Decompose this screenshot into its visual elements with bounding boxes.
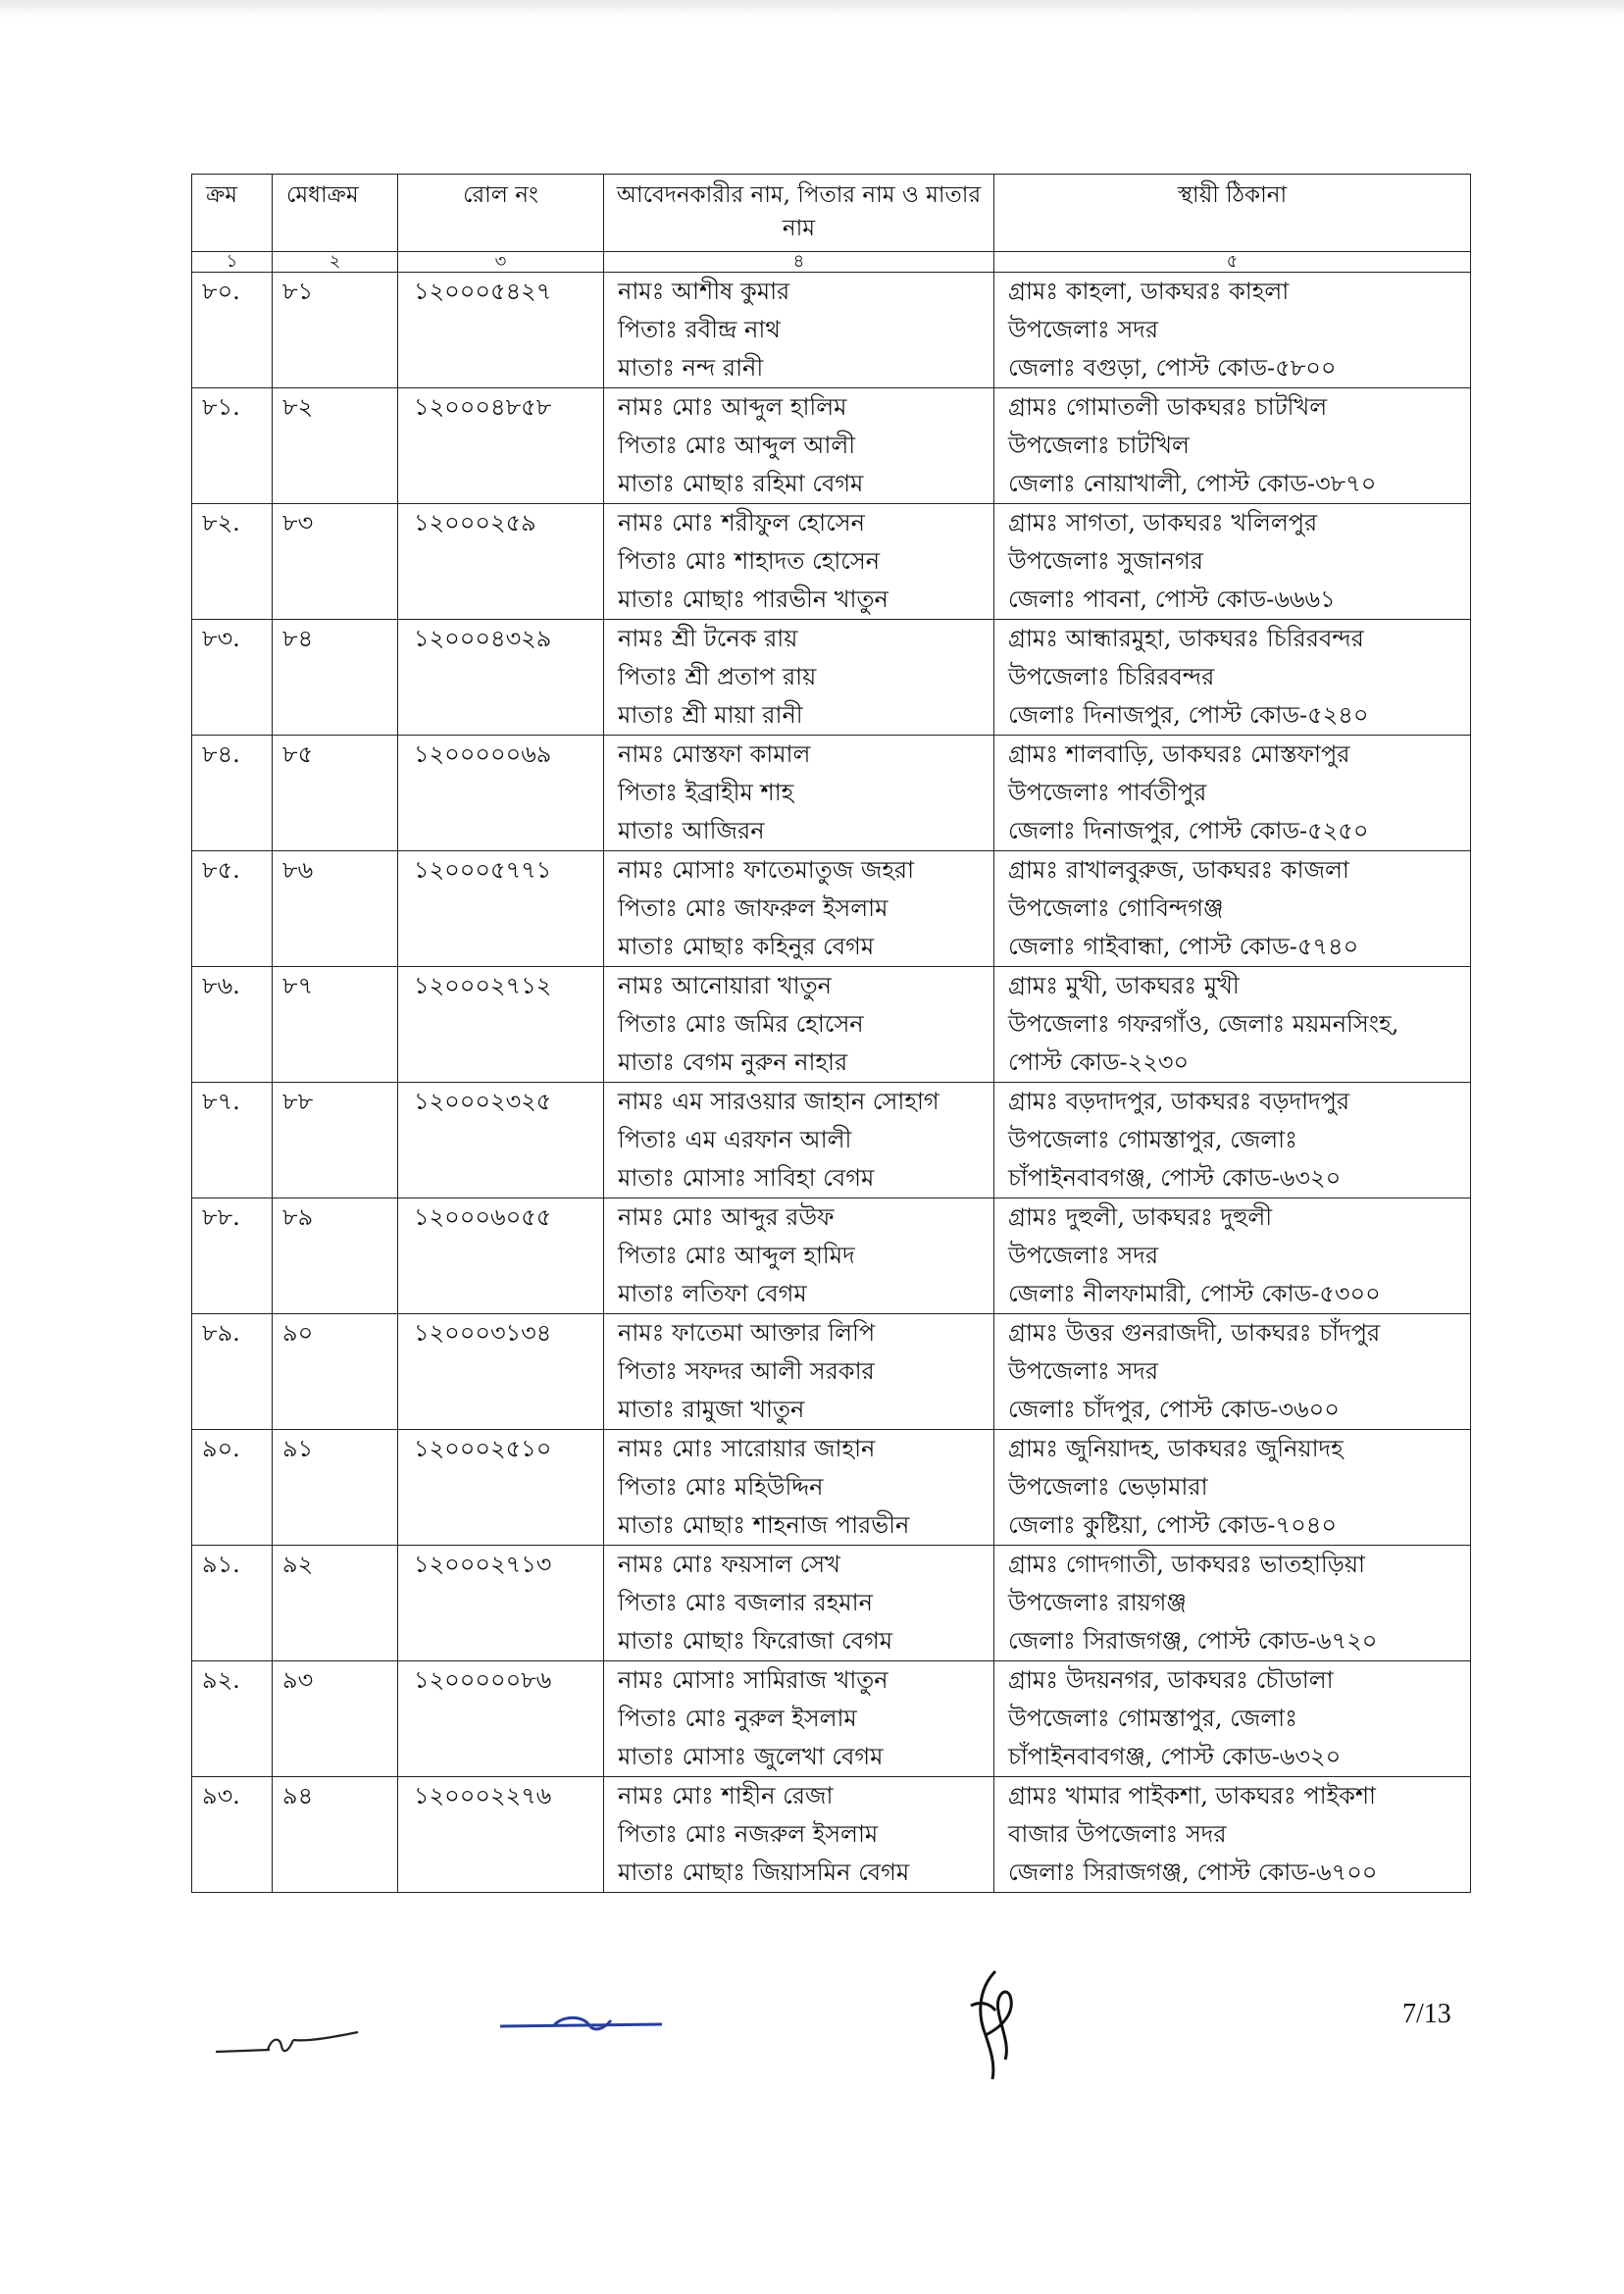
address-cell-addr2-text: উপজেলাঃ সদর — [1008, 316, 1159, 343]
applicant-cell-mother-text: মাতাঃ মোসাঃ জুলেখা বেগম — [618, 1743, 884, 1770]
address-cell-addr3-text: জেলাঃ দিনাজপুর, পোস্ট কোড-৫২৪০ — [1008, 701, 1369, 729]
merit-cell-merit-text: ৯৪ — [282, 1782, 314, 1810]
applicant-cell-father-text: পিতাঃ মোঃ আব্দুল হামিদ — [618, 1242, 855, 1269]
page-number: 7/13 — [1402, 1999, 1451, 2029]
table-row — [192, 1546, 1471, 1661]
applicant-cell — [604, 1198, 994, 1314]
address-cell-addr2-text: উপজেলাঃ রায়গঞ্জ — [1008, 1589, 1187, 1616]
address-cell-addr3-text: জেলাঃ বগুড়া, পোস্ট কোড-৫৮০০ — [1008, 354, 1337, 382]
table-row — [192, 504, 1471, 620]
serial-cell — [192, 1314, 273, 1430]
applicant-cell — [604, 851, 994, 967]
applicant-cell — [604, 736, 994, 851]
serial-cell-serial-text: ৮৯. — [202, 1319, 240, 1347]
merit-cell-merit-text: ৮৯ — [282, 1203, 314, 1231]
scan-edge — [0, 0, 1624, 18]
merit-cell — [273, 967, 398, 1083]
merit-cell-merit-text: ৯৩ — [282, 1666, 314, 1694]
roll-cell-roll-text: ১২০০০২৭১২ — [414, 972, 552, 999]
roll-cell-roll-text: ১২০০০৬০৫৫ — [414, 1203, 552, 1231]
serial-cell — [192, 1430, 273, 1546]
address-cell — [994, 1777, 1471, 1893]
merit-cell — [273, 1777, 398, 1893]
serial-cell-serial-text: ৯০. — [202, 1435, 240, 1462]
address-cell-addr1-text: গ্রামঃ দুহুলী, ডাকঘরঃ দুহুলী — [1008, 1203, 1273, 1231]
address-cell-addr3-text: জেলাঃ সিরাজগঞ্জ, পোস্ট কোড-৬৭০০ — [1008, 1859, 1378, 1886]
merit-cell — [273, 851, 398, 967]
merit-cell-merit-text: ৮৫ — [282, 740, 314, 768]
address-cell-addr1-text: গ্রামঃ উত্তর গুনরাজদী, ডাকঘরঃ চাঁদপুর — [1008, 1319, 1381, 1347]
address-cell-addr3-text: জেলাঃ নোয়াখালী, পোস্ট কোড-৩৮৭০ — [1008, 470, 1377, 497]
applicant-cell-mother-text: মাতাঃ লতিফা বেগম — [618, 1280, 807, 1307]
serial-cell — [192, 1661, 273, 1777]
applicant-cell-father-text: পিতাঃ মোঃ নজরুল ইসলাম — [618, 1820, 879, 1848]
roll-cell-roll-text: ১২০০০০০৬৯ — [414, 740, 552, 768]
address-cell — [994, 1314, 1471, 1430]
header-merit: মেধাক্রম — [273, 175, 398, 252]
header-serial: ক্রম — [192, 175, 273, 252]
merit-cell — [273, 1198, 398, 1314]
table-row — [192, 1777, 1471, 1893]
applicant-cell-name-text: নামঃ মোঃ শাহীন রেজা — [618, 1782, 834, 1810]
roll-cell — [398, 1777, 604, 1893]
applicant-cell-father-text: পিতাঃ শ্রী প্রতাপ রায় — [618, 663, 817, 690]
merit-cell — [273, 1546, 398, 1661]
address-cell-addr3-text: চাঁপাইনবাবগঞ্জ, পোস্ট কোড-৬৩২০ — [1008, 1743, 1342, 1770]
applicant-cell-father-text: পিতাঃ মোঃ নুরুল ইসলাম — [618, 1705, 857, 1732]
roll-cell — [398, 1661, 604, 1777]
header-name: আবেদনকারীর নাম, পিতার নাম ও মাতার নাম — [604, 175, 994, 252]
candidate-table — [191, 174, 1471, 1893]
applicant-cell-name-text: নামঃ মোসাঃ ফাতেমাতুজ জহরা — [618, 856, 915, 884]
applicant-cell-father-text: পিতাঃ রবীন্দ্র নাথ — [618, 316, 781, 343]
address-cell-addr3-text: জেলাঃ দিনাজপুর, পোস্ট কোড-৫২৫০ — [1008, 817, 1369, 844]
applicant-cell-father-text: পিতাঃ সফদর আলী সরকার — [618, 1357, 875, 1385]
roll-cell-roll-text: ১২০০০২৫১০ — [414, 1435, 552, 1462]
applicant-cell-father-text: পিতাঃ মোঃ মহিউদ্দিন — [618, 1473, 824, 1501]
merit-cell-merit-text: ৮৬ — [282, 856, 314, 884]
address-cell — [994, 1546, 1471, 1661]
merit-cell-merit-text: ৯২ — [282, 1551, 314, 1578]
roll-cell — [398, 1314, 604, 1430]
applicant-cell — [604, 1083, 994, 1198]
applicant-cell-mother-text: মাতাঃ মোছাঃ জিয়াসমিন বেগম — [618, 1859, 910, 1886]
roll-cell — [398, 620, 604, 736]
applicant-cell-name-text: নামঃ এম সারওয়ার জাহান সোহাগ — [618, 1088, 939, 1115]
address-cell-addr1-text: গ্রামঃ উদয়নগর, ডাকঘরঃ চৌডালা — [1008, 1666, 1334, 1694]
serial-cell-serial-text: ৮২. — [202, 509, 240, 536]
applicant-cell-father-text: পিতাঃ ইব্রাহীম শাহ — [618, 779, 794, 806]
roll-cell-roll-text: ১২০০০০০৮৬ — [414, 1666, 552, 1694]
applicant-cell — [604, 1546, 994, 1661]
applicant-cell — [604, 1661, 994, 1777]
serial-cell — [192, 736, 273, 851]
address-cell — [994, 1661, 1471, 1777]
roll-cell — [398, 967, 604, 1083]
applicant-cell-father-text: পিতাঃ মোঃ বজলার রহমান — [618, 1589, 873, 1616]
merit-cell-merit-text: ৮৪ — [282, 625, 314, 652]
table-row — [192, 1661, 1471, 1777]
address-cell-addr3-text: জেলাঃ চাঁদপুর, পোস্ট কোড-৩৬০০ — [1008, 1396, 1340, 1423]
applicant-cell-name-text: নামঃ মোস্তফা কামাল — [618, 740, 811, 768]
applicant-cell-mother-text: মাতাঃ মোছাঃ শাহনাজ পারভীন — [618, 1511, 910, 1539]
serial-cell — [192, 504, 273, 620]
applicant-cell — [604, 273, 994, 388]
applicant-cell-mother-text: মাতাঃ রামুজা খাতুন — [618, 1396, 805, 1423]
merit-cell-merit-text: ৮১ — [282, 278, 314, 305]
address-cell — [994, 620, 1471, 736]
applicant-cell-father-text: পিতাঃ মোঃ শাহাদত হোসেন — [618, 547, 881, 575]
roll-cell-roll-text: ১২০০০৪৮৫৮ — [414, 393, 552, 421]
address-cell-addr2-text: উপজেলাঃ পার্বতীপুর — [1008, 779, 1207, 806]
merit-cell-merit-text: ৮২ — [282, 393, 314, 421]
merit-cell — [273, 620, 398, 736]
applicant-cell-father-text: পিতাঃ মোঃ জাফরুল ইসলাম — [618, 894, 888, 922]
table-row — [192, 1314, 1471, 1430]
column-number: ৩ — [398, 252, 604, 273]
merit-cell-merit-text: ৯১ — [282, 1435, 314, 1462]
address-cell-addr1-text: গ্রামঃ মুখী, ডাকঘরঃ মুখী — [1008, 972, 1240, 999]
roll-cell-roll-text: ১২০০০২৩২৫ — [414, 1088, 552, 1115]
merit-cell — [273, 1083, 398, 1198]
applicant-cell-mother-text: মাতাঃ মোসাঃ সাবিহা বেগম — [618, 1164, 875, 1192]
address-cell-addr3-text: জেলাঃ কুষ্টিয়া, পোস্ট কোড-৭০৪০ — [1008, 1511, 1337, 1539]
applicant-cell-father-text: পিতাঃ এম এরফান আলী — [618, 1126, 852, 1153]
address-cell — [994, 388, 1471, 504]
table-row — [192, 967, 1471, 1083]
table-row — [192, 620, 1471, 736]
address-cell-addr1-text: গ্রামঃ বড়দাদপুর, ডাকঘরঃ বড়দাদপুর — [1008, 1088, 1350, 1115]
column-number: ২ — [273, 252, 398, 273]
serial-cell-serial-text: ৮৪. — [202, 740, 240, 768]
table-row — [192, 851, 1471, 967]
address-cell-addr1-text: গ্রামঃ রাখালবুরুজ, ডাকঘরঃ কাজলা — [1008, 856, 1349, 884]
header-roll: রোল নং — [398, 175, 604, 252]
applicant-cell-name-text: নামঃ মোঃ আব্দুর রউফ — [618, 1203, 835, 1231]
serial-cell-serial-text: ৮৩. — [202, 625, 240, 652]
serial-cell-serial-text: ৮৮. — [202, 1203, 240, 1231]
roll-cell — [398, 1430, 604, 1546]
address-cell-addr1-text: গ্রামঃ সাগতা, ডাকঘরঃ খলিলপুর — [1008, 509, 1318, 536]
address-cell-addr1-text: গ্রামঃ খামার পাইকশা, ডাকঘরঃ পাইকশা — [1008, 1782, 1377, 1810]
applicant-cell — [604, 504, 994, 620]
column-number: ৫ — [994, 252, 1471, 273]
applicant-cell — [604, 620, 994, 736]
signature-mark-1 — [211, 2011, 368, 2069]
signature-mark-3 — [951, 1966, 1040, 2084]
address-cell — [994, 1083, 1471, 1198]
merit-cell — [273, 1430, 398, 1546]
applicant-cell-name-text: নামঃ মোঃ আব্দুল হালিম — [618, 393, 847, 421]
address-cell — [994, 1198, 1471, 1314]
roll-cell — [398, 1198, 604, 1314]
serial-cell — [192, 273, 273, 388]
address-cell — [994, 1430, 1471, 1546]
serial-cell — [192, 1083, 273, 1198]
address-cell-addr2-text: বাজার উপজেলাঃ সদর — [1008, 1820, 1227, 1848]
merit-cell — [273, 504, 398, 620]
serial-cell-serial-text: ৮৭. — [202, 1088, 240, 1115]
merit-cell-merit-text: ৮৭ — [282, 972, 314, 999]
applicant-cell — [604, 1314, 994, 1430]
applicant-cell-name-text: নামঃ মোঃ সারোয়ার জাহান — [618, 1435, 876, 1462]
address-cell — [994, 736, 1471, 851]
serial-cell — [192, 967, 273, 1083]
roll-cell — [398, 1083, 604, 1198]
address-cell-addr3-text: জেলাঃ নীলফামারী, পোস্ট কোড-৫৩০০ — [1008, 1280, 1381, 1307]
column-number-row — [192, 252, 1471, 273]
applicant-cell-mother-text: মাতাঃ আজিরন — [618, 817, 765, 844]
address-cell-addr2-text: উপজেলাঃ সদর — [1008, 1242, 1159, 1269]
applicant-cell-father-text: পিতাঃ মোঃ আব্দুল আলী — [618, 432, 856, 459]
table-row — [192, 388, 1471, 504]
address-cell-addr1-text: গ্রামঃ কাহলা, ডাকঘরঃ কাহলা — [1008, 278, 1290, 305]
merit-cell — [273, 388, 398, 504]
address-cell-addr2-text: উপজেলাঃ গোমস্তাপুর, জেলাঃ — [1008, 1705, 1297, 1732]
address-cell — [994, 967, 1471, 1083]
column-number: ১ — [192, 252, 273, 273]
signature-mark-2 — [495, 2005, 672, 2044]
address-cell-addr2-text: উপজেলাঃ সুজানগর — [1008, 547, 1203, 575]
roll-cell-roll-text: ১২০০০২৫৯ — [414, 509, 536, 536]
applicant-cell-name-text: নামঃ মোঃ ফয়সাল সেখ — [618, 1551, 840, 1578]
column-number: ৪ — [604, 252, 994, 273]
applicant-cell — [604, 1430, 994, 1546]
applicant-cell-mother-text: মাতাঃ মোছাঃ রহিমা বেগম — [618, 470, 864, 497]
serial-cell-serial-text: ৯৩. — [202, 1782, 240, 1810]
roll-cell — [398, 273, 604, 388]
roll-cell-roll-text: ১২০০০৩১৩৪ — [414, 1319, 552, 1347]
serial-cell-serial-text: ৯১. — [202, 1551, 240, 1578]
table-row — [192, 736, 1471, 851]
address-cell-addr1-text: গ্রামঃ গোদগাতী, ডাকঘরঃ ভাতহাড়িয়া — [1008, 1551, 1365, 1578]
serial-cell-serial-text: ৮০. — [202, 278, 240, 305]
roll-cell — [398, 736, 604, 851]
address-cell-addr2-text: উপজেলাঃ চাটখিল — [1008, 432, 1190, 459]
serial-cell-serial-text: ৮৬. — [202, 972, 240, 999]
address-cell-addr3-text: পোস্ট কোড-২২৩০ — [1008, 1048, 1190, 1076]
roll-cell-roll-text: ১২০০০৫৭৭১ — [414, 856, 552, 884]
roll-cell — [398, 1546, 604, 1661]
address-cell — [994, 504, 1471, 620]
address-cell-addr2-text: উপজেলাঃ ভেড়ামারা — [1008, 1473, 1208, 1501]
applicant-cell-name-text: নামঃ আনোয়ারা খাতুন — [618, 972, 832, 999]
address-cell-addr1-text: গ্রামঃ শালবাড়ি, ডাকঘরঃ মোস্তফাপুর — [1008, 740, 1350, 768]
serial-cell — [192, 1777, 273, 1893]
address-cell — [994, 851, 1471, 967]
serial-cell — [192, 851, 273, 967]
merit-cell — [273, 736, 398, 851]
address-cell-addr2-text: উপজেলাঃ চিরিরবন্দর — [1008, 663, 1215, 690]
header-address: স্থায়ী ঠিকানা — [994, 175, 1471, 252]
table-row — [192, 273, 1471, 388]
table-row — [192, 1430, 1471, 1546]
roll-cell-roll-text: ১২০০০৪৩২৯ — [414, 625, 552, 652]
table-row — [192, 1198, 1471, 1314]
applicant-cell-mother-text: মাতাঃ মোছাঃ ফিরোজা বেগম — [618, 1627, 893, 1655]
serial-cell-serial-text: ৮১. — [202, 393, 240, 421]
applicant-cell-name-text: নামঃ আশীষ কুমার — [618, 278, 790, 305]
merit-cell-merit-text: ৮৩ — [282, 509, 314, 536]
serial-cell — [192, 1198, 273, 1314]
serial-cell-serial-text: ৮৫. — [202, 856, 240, 884]
address-cell-addr2-text: উপজেলাঃ গোবিন্দগঞ্জ — [1008, 894, 1224, 922]
applicant-cell-name-text: নামঃ শ্রী টনেক রায় — [618, 625, 798, 652]
serial-cell — [192, 1546, 273, 1661]
address-cell-addr2-text: উপজেলাঃ গফরগাঁও, জেলাঃ ময়মনসিংহ, — [1008, 1010, 1399, 1038]
applicant-cell-mother-text: মাতাঃ মোছাঃ পারভীন খাতুন — [618, 586, 888, 613]
applicant-cell-mother-text: মাতাঃ নন্দ রানী — [618, 354, 764, 382]
roll-cell — [398, 504, 604, 620]
address-cell-addr2-text: উপজেলাঃ গোমস্তাপুর, জেলাঃ — [1008, 1126, 1297, 1153]
applicant-cell-mother-text: মাতাঃ শ্রী মায়া রানী — [618, 701, 803, 729]
applicant-cell — [604, 388, 994, 504]
applicant-cell-father-text: পিতাঃ মোঃ জমির হোসেন — [618, 1010, 864, 1038]
applicant-cell-name-text: নামঃ মোঃ শরীফুল হোসেন — [618, 509, 865, 536]
roll-cell-roll-text: ১২০০০৫৪২৭ — [414, 278, 552, 305]
merit-cell — [273, 1661, 398, 1777]
serial-cell — [192, 620, 273, 736]
applicant-cell — [604, 967, 994, 1083]
applicant-cell-name-text: নামঃ ফাতেমা আক্তার লিপি — [618, 1319, 876, 1347]
address-cell-addr3-text: জেলাঃ গাইবান্ধা, পোস্ট কোড-৫৭৪০ — [1008, 933, 1359, 960]
address-cell-addr1-text: গ্রামঃ আন্ধারমুহা, ডাকঘরঃ চিরিরবন্দর — [1008, 625, 1364, 652]
roll-cell-roll-text: ১২০০০২২৭৬ — [414, 1782, 552, 1810]
merit-cell-merit-text: ৯০ — [282, 1319, 314, 1347]
address-cell-addr3-text: চাঁপাইনবাবগঞ্জ, পোস্ট কোড-৬৩২০ — [1008, 1164, 1342, 1192]
address-cell-addr1-text: গ্রামঃ গোমাতলী ডাকঘরঃ চাটখিল — [1008, 393, 1328, 421]
address-cell-addr1-text: গ্রামঃ জুনিয়াদহ, ডাকঘরঃ জুনিয়াদহ — [1008, 1435, 1344, 1462]
applicant-cell-mother-text: মাতাঃ মোছাঃ কহিনুর বেগম — [618, 933, 875, 960]
merit-cell-merit-text: ৮৮ — [282, 1088, 314, 1115]
serial-cell — [192, 388, 273, 504]
roll-cell-roll-text: ১২০০০২৭১৩ — [414, 1551, 552, 1578]
merit-cell — [273, 273, 398, 388]
merit-cell — [273, 1314, 398, 1430]
applicant-cell-mother-text: মাতাঃ বেগম নুরুন নাহার — [618, 1048, 848, 1076]
address-cell — [994, 273, 1471, 388]
address-cell-addr2-text: উপজেলাঃ সদর — [1008, 1357, 1159, 1385]
roll-cell — [398, 851, 604, 967]
roll-cell — [398, 388, 604, 504]
table-body — [192, 273, 1471, 1893]
applicant-cell — [604, 1777, 994, 1893]
serial-cell-serial-text: ৯২. — [202, 1666, 240, 1694]
address-cell-addr3-text: জেলাঃ পাবনা, পোস্ট কোড-৬৬৬১ — [1008, 586, 1336, 613]
header-row — [192, 175, 1471, 252]
address-cell-addr3-text: জেলাঃ সিরাজগঞ্জ, পোস্ট কোড-৬৭২০ — [1008, 1627, 1378, 1655]
table-row — [192, 1083, 1471, 1198]
applicant-cell-name-text: নামঃ মোসাঃ সামিরাজ খাতুন — [618, 1666, 888, 1694]
